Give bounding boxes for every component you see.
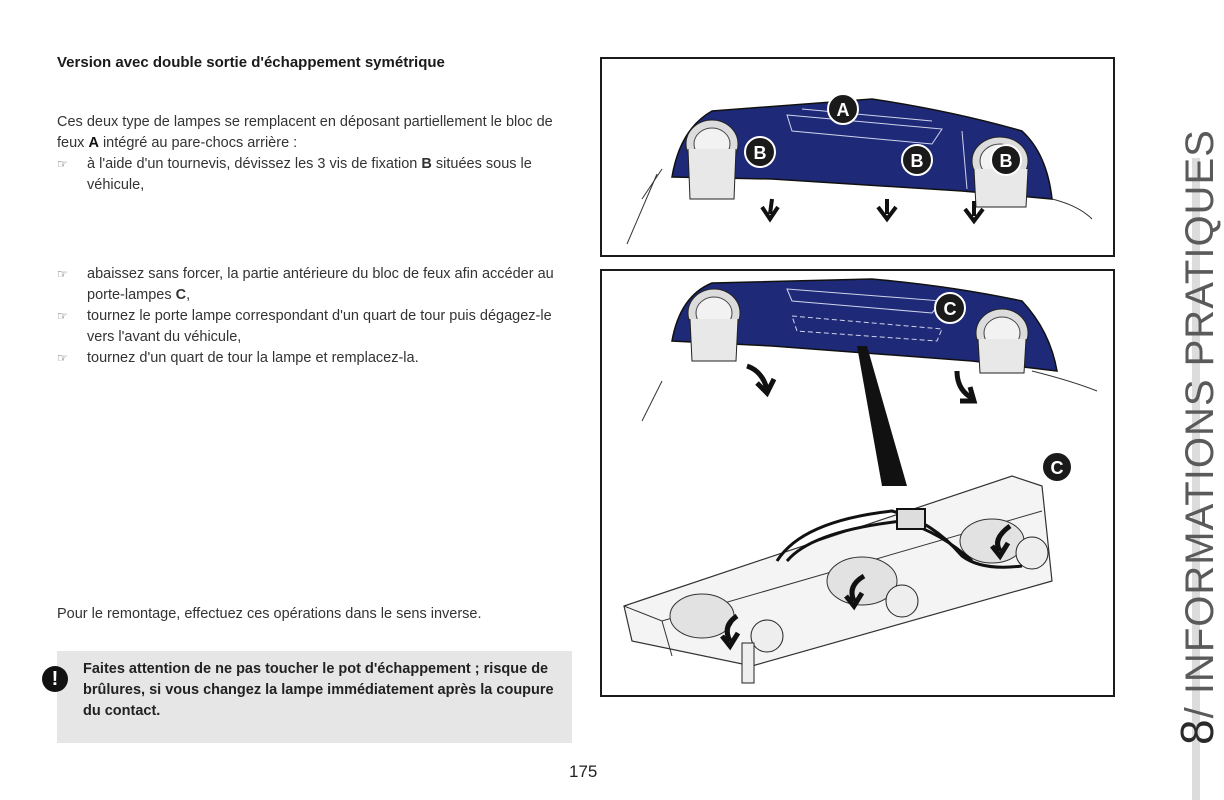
label-c-bottom: C [1050, 458, 1064, 478]
label-c-top: C [943, 299, 957, 319]
hand-pointer-icon: ☞ [57, 309, 68, 323]
page-number: 175 [569, 762, 598, 781]
section-heading: Version avec double sortie d'échappement symétrique [57, 54, 445, 71]
instruction-list-bottom [57, 264, 577, 369]
warning-icon: ! [42, 666, 68, 692]
hand-pointer-icon: ☞ [57, 157, 68, 171]
list-item: ☞ tournez d'un quart de tour la lampe et remplacez-la. [57, 348, 577, 369]
warning-text: Faites attention de ne pas toucher le pot d'échappement ; risque de brûlures, si vous changez la lampe immédiatement après la coupure du contact. [83, 661, 554, 719]
bumper-screws-illustration [602, 59, 1113, 255]
list-item: ☞ à l'aide d'un tournevis, dévissez les 3 vis de fixation B situées sous le véhicule, [57, 156, 532, 193]
label-a: A [836, 100, 850, 120]
list-item: ☞ tournez le porte lampe correspondant d'un quart de tour puis dégagez-le vers l'avant du véhicule, [57, 308, 552, 345]
label-b-right: B [999, 151, 1013, 171]
section-title: 8/ INFORMATIONS PRATIQUES [1171, 129, 1223, 745]
reassembly-note: Pour le remontage, effectuez ces opérations dans le sens inverse. [57, 606, 482, 622]
intro-paragraph: Ces deux type de lampes se remplacent en déposant partiellement le bloc de feux A intégré au pare-chocs arrière : [57, 114, 553, 151]
instruction-list-top [57, 154, 577, 196]
label-b-center: B [910, 151, 924, 171]
figure-lamp-holders [600, 269, 1115, 697]
label-b-left: B [753, 143, 767, 163]
figure-bumper-screws [600, 57, 1115, 257]
lamp-holder-illustration [602, 271, 1113, 695]
hand-pointer-icon: ☞ [57, 351, 68, 365]
list-item: ☞ abaissez sans forcer, la partie antérieure du bloc de feux afin accéder au porte-lampes C, [57, 266, 554, 303]
hand-pointer-icon: ☞ [57, 267, 68, 281]
